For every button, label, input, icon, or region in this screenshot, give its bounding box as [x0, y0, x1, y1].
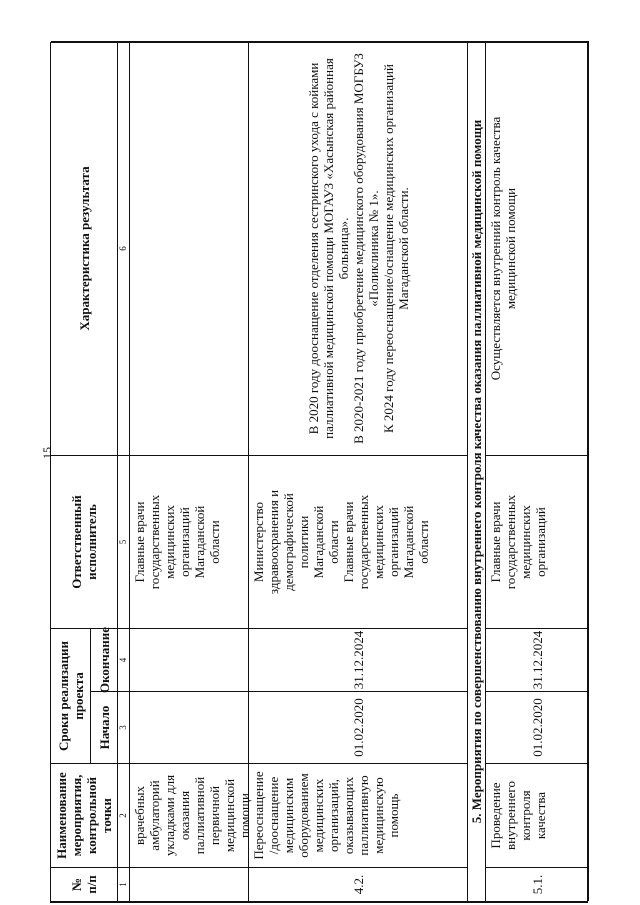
- table-row-last-start: 01.02.2020: [486, 691, 589, 763]
- table-row-2-executor: Министерство здравоохранения и демографической политики Магаданской области Главные врачи государственных медицинских организаций Магаданской области: [249, 455, 468, 628]
- header-cell-result: Характеристика результата: [51, 41, 118, 455]
- table-row-1-end: [130, 628, 249, 691]
- measures-table: [50, 42, 588, 902]
- table-row-last-end: 31.12.2024: [486, 628, 589, 691]
- header-cell-executor: Ответственный исполнитель: [51, 455, 118, 628]
- column-number-2: 2: [118, 763, 130, 867]
- table-row-2-result: В 2020 году дооснащение отделения сестринского ухода с койками паллиативной медицинской помощи МОГАУЗ «Хасынская районная больница». В 2020-2021 году приобретение медицинского оборудования МОГБУЗ «Поликлиника № 1». К 2024 году переоснащение/оснащение медицинских организаций Магаданской области.: [249, 41, 468, 455]
- page-number: 15: [40, 447, 54, 459]
- table-row-2-no: 4.2.: [249, 867, 468, 901]
- table-row-1-start: [130, 691, 249, 763]
- table-row-last-name: Проведение внутреннего контроля качества: [486, 763, 589, 867]
- table-row-2-start: 01.02.2020: [249, 691, 468, 763]
- table-row-last-executor: Главные врачи государственных медицинских организаций: [486, 455, 589, 628]
- table-container: [50, 42, 588, 902]
- column-number-4: 4: [118, 628, 130, 691]
- table-bottom-rule: [50, 902, 588, 903]
- column-number-5: 5: [118, 455, 130, 628]
- column-number-6: 6: [118, 41, 130, 455]
- header-cell-start: Начало: [91, 691, 118, 763]
- table-row-2-name: Переоснащение /дооснащение медицинским оборудованием медицинских организаций, оказывающих паллиативную медицинскую помощь: [249, 763, 468, 867]
- table-row-2-end: 31.12.2024: [249, 628, 468, 691]
- header-cell-no: № п/п: [51, 867, 118, 901]
- column-number-3: 3: [118, 691, 130, 763]
- table-row-last-result: Осуществляется внутренний контроль качества медицинской помощи: [486, 41, 589, 455]
- column-number-1: 1: [118, 867, 130, 901]
- table-row-1-executor: Главные врачи государственных медицинских организаций Магаданской области: [130, 455, 249, 628]
- header-cell-period: Сроки реализации проекта: [51, 628, 91, 763]
- table-row-1-result: [130, 41, 249, 455]
- header-cell-end: Окончание: [91, 628, 118, 691]
- table-row-1-name: врачебных амбулаторий укладками для оказания паллиативной первичной медицинской помощи: [130, 763, 249, 867]
- table-row-last-no: 5.1.: [486, 867, 589, 901]
- header-cell-name: Наименование мероприятия, контрольной точки: [51, 763, 118, 867]
- section-header: 5. Мероприятия по совершенствованию внутреннего контроля качества оказания паллиативной медицинской помощи: [468, 41, 486, 901]
- table-row-1-no: [130, 867, 249, 901]
